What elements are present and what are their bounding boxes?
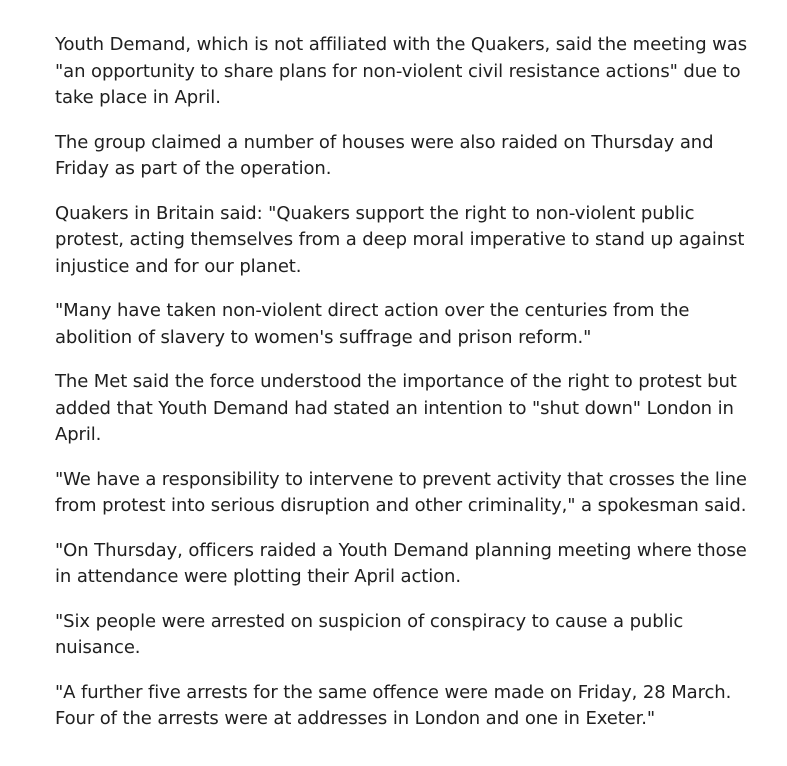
text-line: "Six people were arrested on suspicion of conspiracy to cause a public xyxy=(55,610,684,632)
paragraph-met-statement xyxy=(55,369,747,449)
paragraph-quakers-statement xyxy=(55,201,747,281)
text-line: take place in April. xyxy=(55,87,221,108)
text-line: nuisance. xyxy=(55,637,141,658)
text-line: in attendance were plotting their April action. xyxy=(55,566,461,587)
paragraph-thursday-raid xyxy=(55,538,747,591)
text-line: "A further five arrests for the same offence were made on Friday, 28 March. xyxy=(55,681,732,703)
paragraph-six-arrests xyxy=(55,609,747,662)
paragraph-spokesman-quote xyxy=(55,467,747,520)
text-line: abolition of slavery to women's suffrage and prison reform." xyxy=(55,326,592,348)
text-line: Quakers in Britain said: "Quakers support the right to non-violent public xyxy=(55,202,695,224)
paragraph-quakers-quote xyxy=(55,298,747,351)
text-line: "Many have taken non-violent direct action over the centuries from the xyxy=(55,300,690,321)
text-line: The Met said the force understood the importance of the right to protest but xyxy=(55,371,737,392)
text-line: from protest into serious disruption and other criminality," a spokesman said. xyxy=(55,495,747,516)
text-line: Four of the arrests were at addresses in London and one in Exeter." xyxy=(55,708,656,729)
text-line: "We have a responsibility to intervene to prevent activity that crosses the line xyxy=(55,468,747,490)
paragraph-further-arrests xyxy=(55,680,747,733)
text-line: April. xyxy=(55,424,102,445)
text-line: Youth Demand, which is not affiliated with the Quakers, said the meeting was xyxy=(55,34,747,55)
text-line: "On Thursday, officers raided a Youth Demand planning meeting where those xyxy=(55,539,747,561)
text-line: The group claimed a number of houses were also raided on Thursday and xyxy=(55,131,714,153)
text-line: "an opportunity to share plans for non-violent civil resistance actions" due to xyxy=(55,60,741,82)
paragraph-youth-demand-statement xyxy=(55,32,747,112)
text-line: Friday as part of the operation. xyxy=(55,158,332,179)
text-line: added that Youth Demand had stated an intention to "shut down" London in xyxy=(55,397,734,419)
text-line: protest, acting themselves from a deep moral imperative to stand up against xyxy=(55,229,745,250)
paragraph-houses-raided xyxy=(55,130,747,183)
text-line: injustice and for our planet. xyxy=(55,255,302,277)
